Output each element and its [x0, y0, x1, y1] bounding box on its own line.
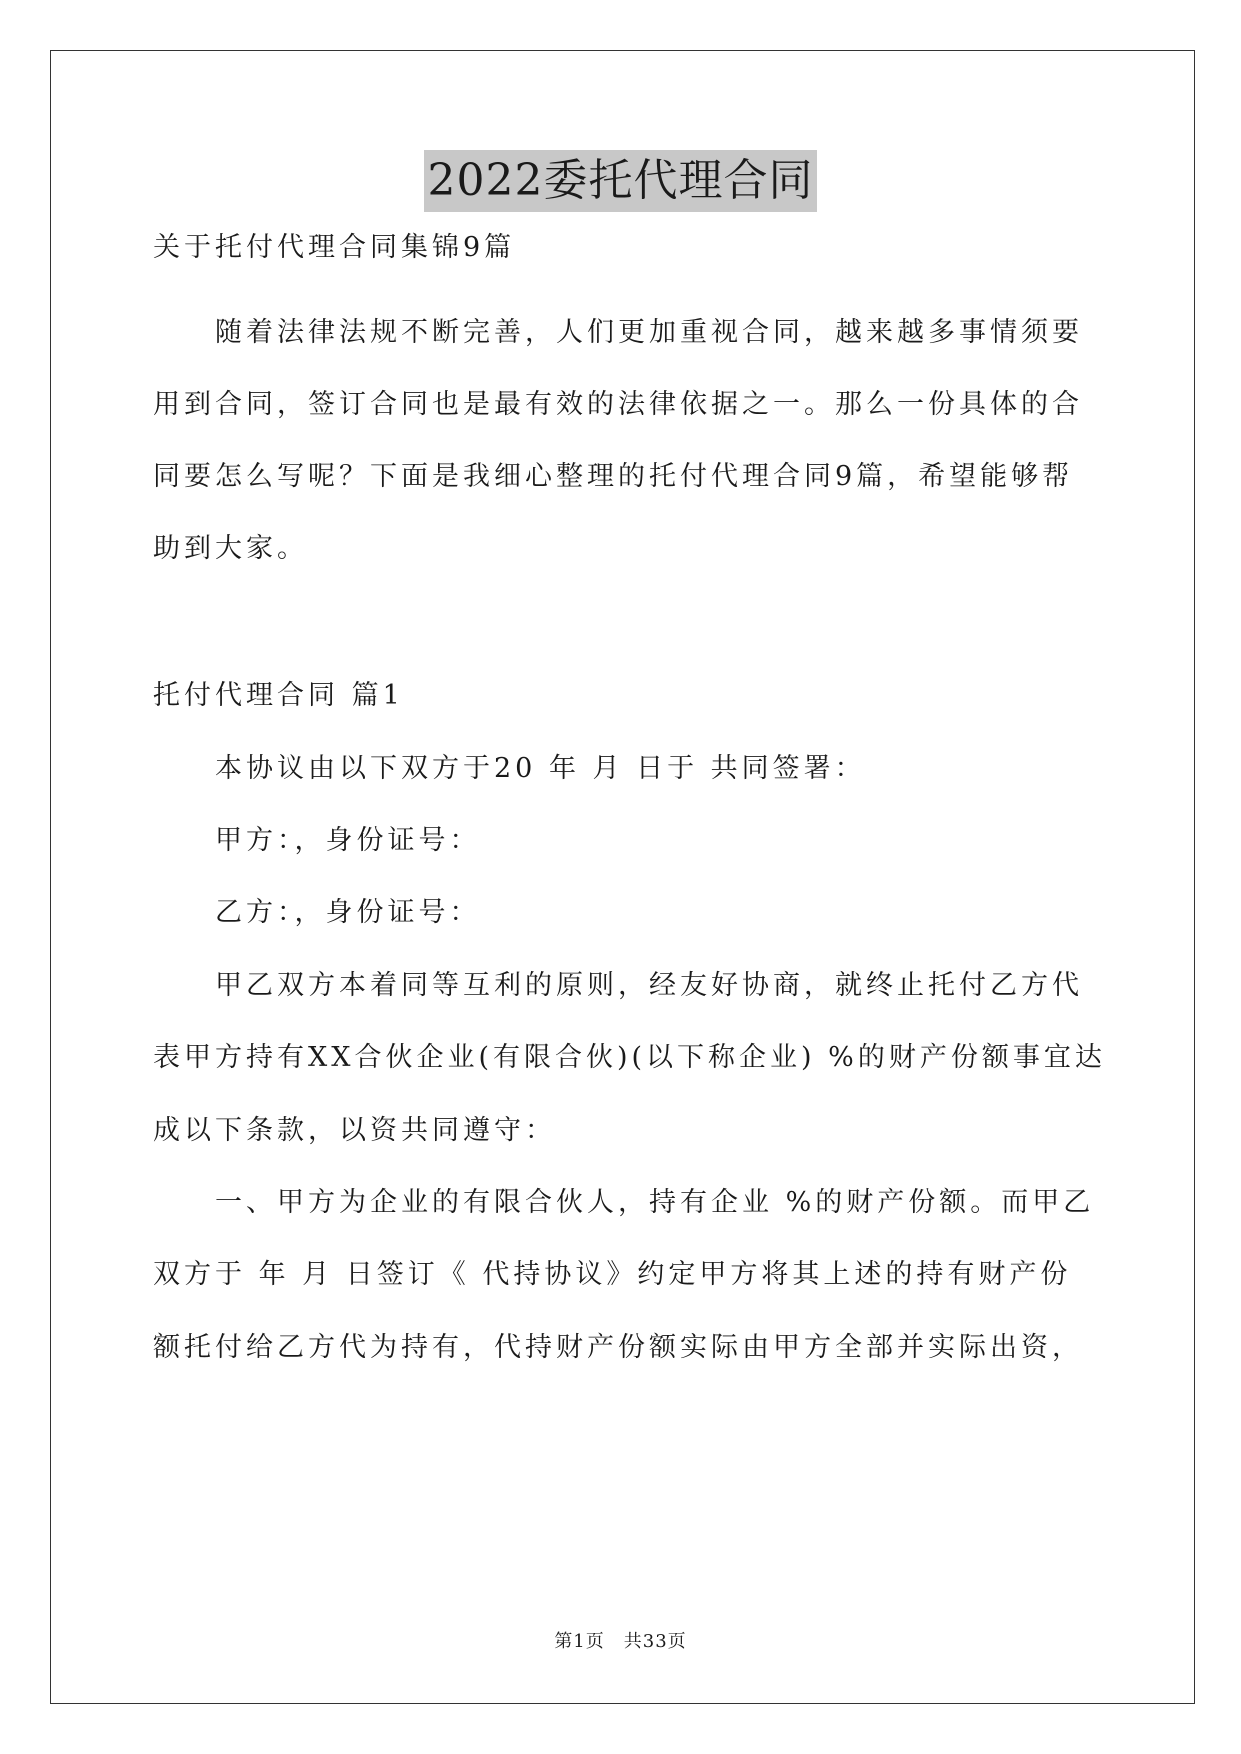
document-subtitle: 关于托付代理合同集锦9篇	[153, 232, 516, 263]
document-title: 2022委托代理合同	[424, 150, 818, 212]
page-number-label: 第1页 共33页	[554, 1631, 687, 1652]
page-footer	[0, 1630, 1241, 1654]
title-wrap	[0, 150, 1241, 212]
intro-line-1: 随着法律法规不断完善，人们更加重视合同，越来越多事情须要	[215, 317, 1083, 348]
section-line-3: 乙方：，身份证号：	[215, 897, 481, 928]
section-line-4: 甲乙双方本着同等互利的原则，经友好协商，就终止托付乙方代	[215, 970, 1083, 1001]
intro-line-3: 同要怎么写呢？下面是我细心整理的托付代理合同9篇，希望能够帮	[153, 461, 1074, 492]
section-line-2: 甲方：，身份证号：	[215, 825, 481, 856]
intro-line-4: 助到大家。	[153, 533, 308, 564]
page-border	[50, 50, 1195, 1704]
section-line-7: 一、甲方为企业的有限合伙人，持有企业 %的财产份额。而甲乙	[215, 1187, 1095, 1218]
section-line-5: 表甲方持有XX合伙企业(有限合伙)(以下称企业) %的财产份额事宜达	[153, 1042, 1106, 1073]
section-line-1: 本协议由以下双方于20 年 月 日于 共同签署：	[215, 753, 866, 784]
section-line-9: 额托付给乙方代为持有，代持财产份额实际由甲方全部并实际出资，	[153, 1332, 1083, 1363]
section-line-6: 成以下条款，以资共同遵守：	[153, 1115, 556, 1146]
section-line-8: 双方于 年 月 日签订《 代持协议》约定甲方将其上述的持有财产份	[153, 1259, 1072, 1290]
intro-line-2: 用到合同，签订合同也是最有效的法律依据之一。那么一份具体的合	[153, 389, 1083, 420]
section-heading: 托付代理合同 篇1	[153, 680, 404, 711]
